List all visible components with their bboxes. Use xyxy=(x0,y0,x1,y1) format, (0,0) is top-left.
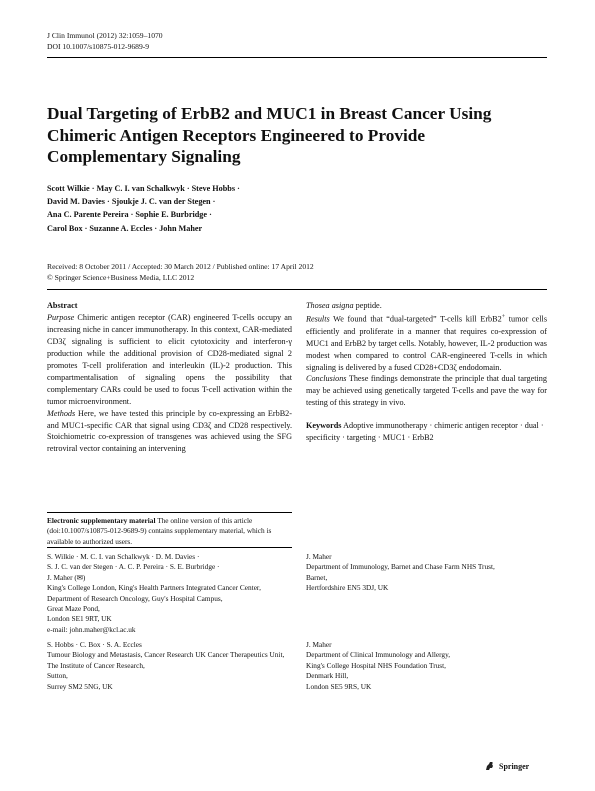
section-rule xyxy=(47,289,547,290)
author-line: Scott Wilkie · May C. I. van Schalkwyk · Steve Hobbs · xyxy=(47,184,240,193)
author-line: Carol Box · Suzanne A. Eccles · John Maher xyxy=(47,223,203,233)
affiliation-line: J. Maher (✉) xyxy=(47,572,86,582)
affiliation-line: Hertfordshire EN5 3DJ, UK xyxy=(306,583,389,593)
affiliation-line: Great Maze Pond, xyxy=(47,604,100,614)
history-line: Received: 8 October 2011 / Accepted: 30 March 2012 / Published online: 17 April 2012 xyxy=(47,262,314,271)
abstract-results: Results We found that “dual-targeted” T-cells kill ErbB2+ tumor cells efficiently and proliferate in a manner that requires co-expression of MUC1 and ErbB2 by target cells. Notably, however, IL-2 production was modest when compared to control CAR-engineered T-cells in which signaling is delivered by a fused CD28+CD3ζ endodomain. xyxy=(306,313,548,372)
affiliation-line: Tumour Biology and Metastasis, Cancer Research UK Cancer Therapeutics Unit, The Institute of Cancer Research, xyxy=(47,650,285,670)
affiliation-line: Denmark Hill, xyxy=(306,671,349,681)
affiliation-block-2 xyxy=(306,552,547,594)
affiliation-line: London SE5 9RS, UK xyxy=(306,681,372,691)
affiliation-line: London SE1 9RT, UK xyxy=(47,614,112,624)
author-line: David M. Davies · Sjoukje J. C. van der Stegen · xyxy=(47,197,216,207)
abstract-purpose: Purpose Chimeric antigen receptor (CAR) engineered T-cells occupy an increasing niche in cancer immunotherapy. In this context, CAR-mediated CD3ζ signaling is sufficient to elicit cytotoxicity and interferon-γ production while the additional provision of CD28-mediated signal 2 promotes T-cell proliferation and interleukin (IL)-2 production. This compartmentalisation of signaling opens the possibility that complementary CARs could be used to focus T-cell activation within the tumor microenvironment. xyxy=(47,312,292,406)
affiliation-line: Surrey SM2 5NG, UK xyxy=(47,681,113,691)
author-list xyxy=(47,182,347,235)
author-line: Ana C. Parente Pereira · Sophie E. Burbridge · xyxy=(47,210,212,220)
affiliation-line: S. J. C. van der Stegen · A. C. P. Pereira · S. E. Burbridge · xyxy=(47,562,220,572)
affiliation-line: King's College London, King's Health Partners Integrated Cancer Center, Department of Research Oncology, Guy's Hospital Campus, xyxy=(47,583,261,603)
journal-citation: J Clin Immunol (2012) 32:1059–1070 xyxy=(47,31,163,40)
article-dates xyxy=(47,262,314,283)
affiliation-line: King's College Hospital NHS Foundation Trust, xyxy=(306,660,446,670)
footnote-rule xyxy=(47,512,292,513)
affiliation-block-1 xyxy=(47,552,292,635)
keywords: Keywords Adoptive immunotherapy · chimeric antigen receptor · dual · specificity · targeting · MUC1 · ErbB2 xyxy=(306,421,544,443)
springer-horse-icon xyxy=(484,760,496,772)
email-link[interactable]: e-mail: john.maher@kcl.ac.uk xyxy=(47,624,136,634)
affiliation-line: S. Wilkie · M. C. I. van Schalkwyk · D. M. Davies · xyxy=(47,552,200,561)
abstract-methods: Methods Here, we have tested this principle by co-expressing an ErbB2- and MUC1-specific CAR that signal using CD3ζ and CD28 respectively. Stoichiometric co-expression of transgenes was achieved using the SFG retroviral vector containing an intervening xyxy=(47,408,292,454)
doi: DOI 10.1007/s10875-012-9689-9 xyxy=(47,42,150,51)
affiliation-line: J. Maher xyxy=(306,640,332,649)
affiliation-line: Department of Clinical Immunology and Allergy, xyxy=(306,650,451,660)
affiliation-line: Department of Immunology, Barnet and Chase Farm NHS Trust, xyxy=(306,562,495,572)
affiliation-line: S. Hobbs · C. Box · S. A. Eccles xyxy=(47,640,142,649)
affiliation-line: J. Maher xyxy=(306,552,332,561)
affiliation-block-3 xyxy=(47,640,292,692)
abstract-left-column xyxy=(47,300,292,455)
header-rule xyxy=(47,57,547,58)
affiliation-block-4 xyxy=(306,640,547,692)
esm-note: Electronic supplementary material The online version of this article (doi:10.1007/s10875-012-9689-9) contains supplementary material, which is available to authorized users. xyxy=(47,516,272,546)
abstract-methods-continued: Thosea asigna peptide. xyxy=(306,301,382,310)
abstract-right-column xyxy=(306,300,547,444)
abstract-heading: Abstract xyxy=(47,301,78,310)
affiliation-line: Barnet, xyxy=(306,572,328,582)
journal-header xyxy=(47,30,163,52)
publisher-logo xyxy=(484,760,529,772)
publisher-name: Springer xyxy=(499,761,530,771)
footnote-rule-2 xyxy=(47,547,292,548)
abstract-conclusions: Conclusions These findings demonstrate the principle that dual targeting may be achieved using genetically targeted T-cells and pave the way for testing of this strategy in vivo. xyxy=(306,374,547,408)
affiliation-line: Sutton, xyxy=(47,671,68,681)
copyright-line: © Springer Science+Business Media, LLC 2012 xyxy=(47,272,195,282)
article-title: Dual Targeting of ErbB2 and MUC1 in Breast Cancer Using Chimeric Antigen Receptors Engineered to Provide Complementary Signaling xyxy=(47,104,492,166)
